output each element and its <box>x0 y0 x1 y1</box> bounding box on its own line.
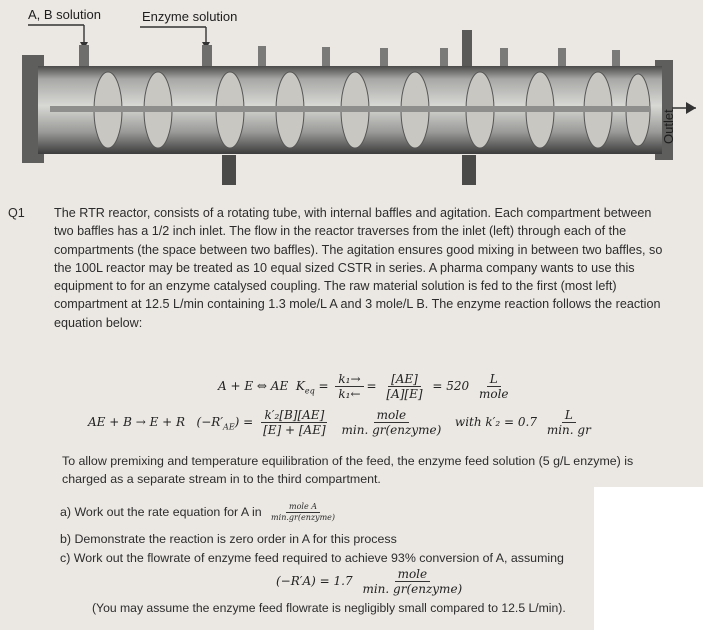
inlet-nozzle <box>558 48 566 66</box>
question-c-rate <box>276 567 468 596</box>
inlet-nozzle <box>500 48 508 66</box>
eq1-reaction: A + E ⇔ AE <box>218 379 289 393</box>
inlet-nozzle <box>612 50 620 66</box>
eq2-with-text: with k′₂ = 0.7 <box>454 415 537 429</box>
question-a-unit-num: mole A <box>286 502 320 513</box>
eq2-rate-close: ) = <box>234 415 254 429</box>
inlet-nozzle <box>462 30 472 66</box>
equilibrium-equation: A + E ⇔ AE $K_{eq}$ = $\frac{\text{k₁→}}{\text{k₁←}}$ = $\frac{[AE]}{[A][E]}$ = 520 $\frac{L}{\text{mole}}$ <box>218 372 515 401</box>
question-c-rate-lhs: (−R′A) = 1.7 <box>276 574 353 588</box>
eq2-rate-fraction <box>260 408 329 437</box>
support-leg <box>222 155 236 185</box>
eq1-k-fraction <box>335 372 363 401</box>
problem-paragraph: The RTR reactor, consists of a rotating tube, with internal baffles and agitation. Each compartment between two baffles has a 1/2 inch inlet. The flow in the reactor traverses from the inlet (left) through each of the compartments (the space between two baffles). The agitation ensures good mixing in between two baffles, so the 100L reactor may be treated as 10 equal sized CSTR in series. A pharma company wants to use this equipment to for an enzyme catalysed coupling. The raw material solution is fed to the first (most left) compartment at 12.5 L/min containing 1.3 mole/L A and 3 mole/L B. The enzyme reaction follows the reaction equation below: <box>54 206 663 330</box>
question-c-unit-num: mole <box>395 567 431 582</box>
eq1-k-num: k₁→ <box>335 372 363 387</box>
eq2-k-unit-den: min. gr <box>546 423 591 437</box>
eq1-keq: K <box>295 379 305 393</box>
question-number: Q1 <box>8 206 25 220</box>
premixing-paragraph: To allow premixing and temperature equilibration of the feed, the enzyme feed solution (5 g/L enzyme) is charged as a separate stream in to the third compartment. <box>62 454 634 486</box>
question-a <box>60 502 650 523</box>
blank-region <box>594 487 703 630</box>
inlet-nozzle <box>322 47 330 66</box>
inlet-nozzle <box>202 45 212 67</box>
eq2-unit-num: mole <box>374 408 410 423</box>
rate-equation <box>88 408 597 437</box>
eq2-reaction: AE + B → E + R <box>88 415 186 429</box>
eq1-value: = 520 <box>432 379 470 393</box>
inlet-nozzle <box>79 45 89 67</box>
eq1-conc-num: [AE] <box>388 372 421 387</box>
label-outlet: Outlet <box>661 109 676 144</box>
eq2-rate-sub: AE <box>223 422 235 432</box>
label-ab-solution: A, B solution <box>28 7 101 22</box>
question-a-unit-fraction <box>268 502 338 523</box>
eq1-unit-num: L <box>487 372 501 387</box>
label-enzyme-solution: Enzyme solution <box>142 9 238 24</box>
eq2-rate-lhs: (−R′ <box>196 415 224 429</box>
support-leg <box>462 155 476 185</box>
eq2-rate-den: [E] + [AE] <box>263 423 326 437</box>
question-a-unit-den: min.gr(enzyme) <box>271 513 336 522</box>
shaft <box>50 106 650 112</box>
assumption-note: (You may assume the enzyme feed flowrate is negligibly small compared to 12.5 L/min). <box>92 601 566 615</box>
eq2-unit-den: min. gr(enzyme) <box>341 423 442 437</box>
question-c-unit-den: min. gr(enzyme) <box>362 582 463 596</box>
question-a-text: a) Work out the rate equation for A in <box>60 504 262 519</box>
reactor-figure <box>0 0 703 200</box>
eq2-k-unit-num: L <box>562 408 576 423</box>
inlet-nozzle <box>258 46 266 66</box>
eq2-rate-num: k′₂[B][AE] <box>261 408 327 423</box>
question-b: b) Demonstrate the reaction is zero order in A for this process <box>60 532 397 546</box>
eq1-keq-sub: eq <box>304 386 315 396</box>
reactor-diagram <box>0 0 703 200</box>
inlet-nozzle <box>380 48 388 66</box>
eq1-conc-fraction <box>383 372 425 401</box>
question-c: c) Work out the flowrate of enzyme feed required to achieve 93% conversion of A, assuming <box>60 551 564 565</box>
question-c-unit-fraction <box>359 567 465 596</box>
eq1-unit-fraction <box>476 372 512 401</box>
eq2-unit-fraction <box>339 408 445 437</box>
eq1-conc-den: [A][E] <box>386 387 423 401</box>
outlet-arrow-icon <box>686 102 696 114</box>
inlet-nozzle <box>440 48 448 66</box>
eq2-k-unit-fraction <box>544 408 594 437</box>
eq1-unit-den: mole <box>478 387 509 401</box>
eq1-k-den: k₁← <box>338 387 361 401</box>
